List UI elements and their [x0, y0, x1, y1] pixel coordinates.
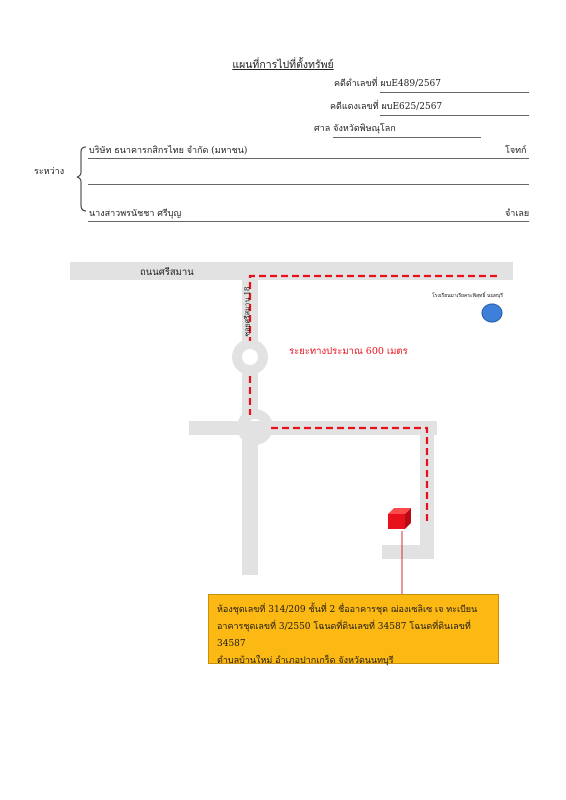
property-info-line1: ห้องชุดเลขที่ 314/209 ชั้นที่ 2 ชื่ออาคารชุด ฌ่องเซลิเซ เจ ทะเบียน	[217, 605, 478, 615]
case-red-value: ผบE625/2567	[381, 102, 443, 112]
property-info-line2: อาคารชุดเลขที่ 3/2550 โฉนดที่ดินเลขที่ 34587 โฉนดที่ดินเลขที่ 34587	[217, 622, 471, 649]
landmark-label: โรงเรียนมาเรียคระพิสุทธิ์ นนทบุรี	[432, 293, 503, 299]
branch-road	[189, 421, 437, 435]
property-cube-front	[388, 514, 405, 529]
property-info-box	[208, 594, 499, 664]
court-value: จังหวัดพิษณุโลก	[333, 124, 396, 134]
defendant-role: จำเลย	[505, 209, 530, 219]
side-road-label: ซอยศรีสมาน 18	[243, 286, 252, 337]
between-label: ระหว่าง	[34, 167, 65, 177]
side-road-label-box	[238, 284, 258, 344]
bottom-road	[382, 545, 434, 559]
court-label: ศาล	[314, 124, 331, 134]
plaintiff-role: โจทก์	[505, 146, 527, 156]
case-black-value: ผบE489/2567	[380, 79, 441, 89]
case-black-label: คดีดำเลขที่	[334, 79, 378, 89]
case-red-label: คดีแดงเลขที่	[330, 102, 379, 112]
property-info-line3: ตำบลบ้านใหม่ อำเภอปากเกร็ด จังหวัดนนทบุรี	[217, 656, 394, 666]
page-title: แผนที่การไปที่ตั้งทรัพย์	[232, 59, 334, 71]
property-marker	[388, 508, 411, 529]
main-road	[70, 262, 513, 280]
route-path-1	[250, 276, 497, 341]
defendant-name: นางสาวพรนัชชา ศรีบุญ	[89, 209, 182, 219]
roundabout-1-center	[242, 349, 258, 365]
distance-label: ระยะทางประมาณ 600 เมตร	[289, 346, 408, 357]
landmark-marker	[482, 304, 502, 322]
plaintiff-name: บริษัท ธนาคารกสิกรไทย จำกัด (มหาชน)	[89, 146, 248, 156]
main-road-label: ถนนศรีสมาน	[140, 267, 194, 278]
